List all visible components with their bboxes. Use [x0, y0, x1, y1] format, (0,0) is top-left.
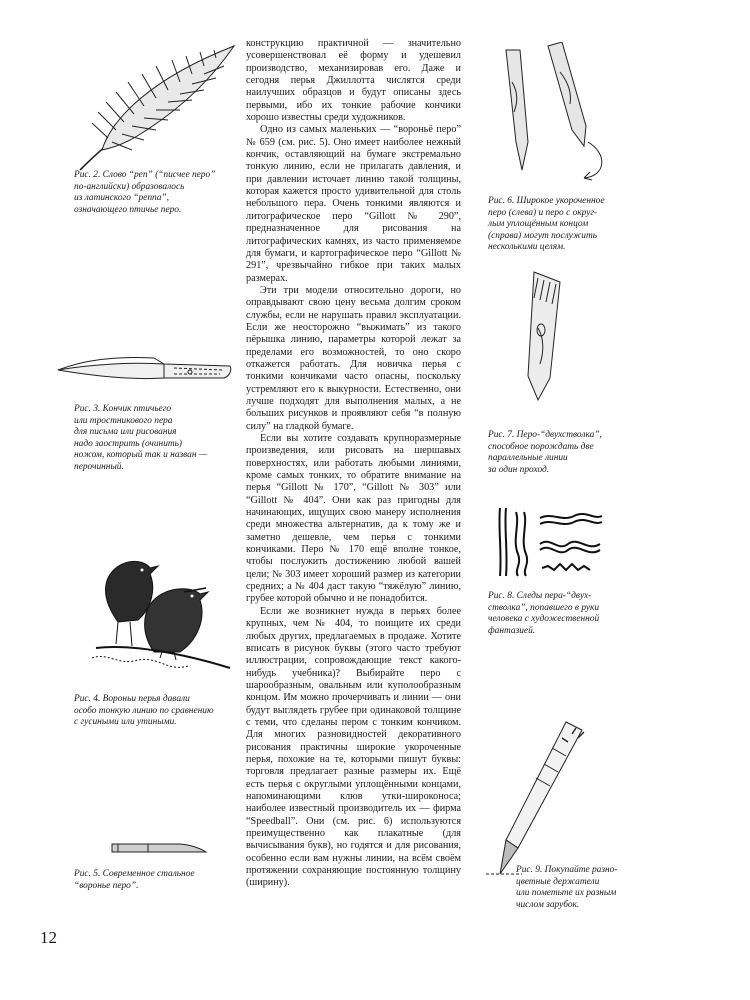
broad-nibs-illustration [498, 42, 618, 182]
figure-5-caption: Рис. 5. Современное стальное “воронье перо”. [74, 869, 195, 891]
figure-3-caption: Рис. 3. Кончик птичьего или тростникового пера для письма или рисования надо заострить (очинить) ножом, который так и назван — перочинный. [74, 404, 208, 472]
paragraph: конструкцию практичной — значительно усовершенствовал её форму и удешевил производство, механизировав его. Даже и сегодня перья Джиллотта числятся среди наилучших образцов и будут описаны здесь первыми, ибо их тонкие рабочие кончики хорошо известны среди художников. [246, 38, 461, 124]
figure-7-caption: Рис. 7. Перо-“двухстволка”, способное порождать две параллельные линии за один проход. [488, 430, 602, 475]
quill-feather-illustration [72, 38, 242, 178]
paragraph: Если вы хотите создавать крупноразмерные произведения, или рисовать на шершавых поверхностях, или работать любыми линиями, кроме самых тонких, то обратите внимание на перья “Gillott № 170”, “Gillott № 303” или “Gillott № 404”. Они как раз пригодны для начинающих, ищущих свою манеру исполнения среди множества альтернатив, да к тому же и заметно дешевле, чем перья с тонкими кончиками. Перо № 170 ещё вполне тонкое, чтобы послужить достижению любой вашей цели; № 303 имеет хороший размер из категории средних; а № 404 даст такую “тяжёлую” линию, грубее которой обычно и не понадобится. [246, 433, 461, 605]
figure-4-caption: Рис. 4. Вороньи перья давали особо тонкую линию по сравнению с гусиными или утиными. [74, 694, 214, 728]
penknife-illustration [54, 350, 234, 390]
paragraph: Если же возникнет нужда в перьях более крупных, чем № 404, то поищите их среди любых других, предлагаемых в продаже. Хотите вписать в рисунок буквы (этого часто требуют иллюстрации, сопровождающие текст какого-нибудь учебника)? Выбирайте перо с шарообразным, овальным или куполообразным концом. Им можно прочерчивать и линии — они будут выглядеть грубее при одинаковой толщине с теми, что сделаны пером с тонким кончиком. Для многих разновидностей декоративного рисования практичны широкие укороченные перья, похожие на те, которыми пишут буквы: торговля предлагает разные размеры их. Ещё есть перья с округлыми уплощёнными концами, напоминающими клюв утки-широконоса; наиболее известный производитель их — фирма “Speedball”. Они (см. рис. 6) используются преимущественно как плакатные (для вычисывания букв), но годятся и для рисования, особенно если вам нужны линии, на всём своём протяжении сохраняющие постоянную толщину (ширину). [246, 605, 461, 889]
figure-9-caption: Рис. 9. Покупайте разно- цветные держатели или пометьте их разным числом зарубок. [516, 865, 618, 910]
page-number: 12 [40, 928, 57, 947]
crows-illustration [88, 548, 238, 678]
paragraph: Эти три модели относительно дороги, но оправдывают свою цену весьма долгим сроком службы, если не нарушать правил эксплуатации. Если же неосторожно “выжимать” из такого пёрышка линию, параметры которой лежат за пределами его возможностей, то оно скоро откажется работать. Для новичка перья с тонкими кончиками часто опасны, поскольку устремляют его к выкурности. Естественно, они лучше подходят для выполнения малых, а не больших рисунков и проявляют себя “в полную силу” на гладкой бумаге. [246, 284, 461, 432]
right-figure-column [482, 0, 642, 1000]
pen-holder-illustration [482, 718, 592, 878]
paragraph: Одно из самых маленьких — “вороньё перо” № 659 (см. рис. 5). Оно имеет наиболее нежный кончик, оставляющий на бумаге экстремально тонкую линию, если не прилагать давления, и при давлении источает линию такой толщины, которая кажется просто удивительной для столь небольшого пера. Очень тонкими являются и литографическое перо “Gillott № 290”, предназначенное для рисования на литографических камнях, из часто применяемое для бумаги, и картографическое перо “Gillott № 291”, чрезвычайно гибкое при таких малых размерах. [246, 124, 461, 284]
left-figure-column [74, 0, 239, 1000]
pen-marks-illustration [496, 504, 606, 580]
crowquill-nib-illustration [108, 836, 208, 860]
main-text-column [246, 38, 461, 890]
figure-8-caption: Рис. 8. Следы пера-“двух- стволка”, попавшего в руки человека с художественной фантазией. [488, 591, 600, 636]
figure-6-caption: Рис. 6. Широкое укороченное перо (слева) и перо с округ- лым уплощённым концом (справа) могут послужить несколькими целям. [488, 196, 605, 253]
figure-2-caption: Рис. 2. Слово “pen” (“писчее перо” по-английски) образовалось из латинского “penna”, означающего птичье перо. [74, 170, 216, 215]
double-nib-illustration [508, 268, 588, 408]
